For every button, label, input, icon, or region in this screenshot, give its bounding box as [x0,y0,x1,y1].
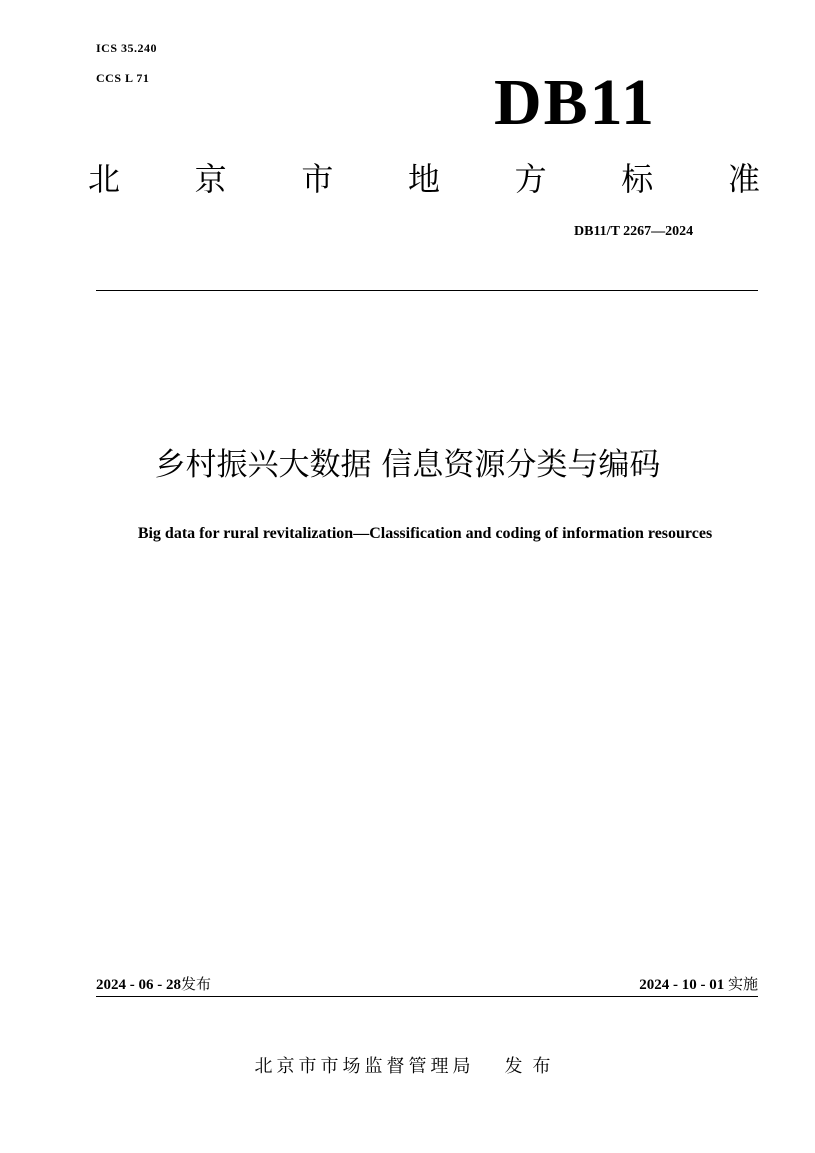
standard-type-heading [88,159,760,199]
title-chinese: 乡村振兴大数据 信息资源分类与编码 [154,447,661,483]
implementation-date-value: 2024 - 10 - 01 [639,977,725,993]
issuer-name: 北京市市场监督管理局 [254,1056,475,1077]
standard-number: DB11/T 2267—2024 [574,224,694,239]
standard-type-char: 地 [407,160,440,198]
standard-type-char: 标 [621,160,654,198]
issue-date [96,973,211,994]
standard-type-char: 京 [194,160,227,198]
standard-type-char: 准 [727,160,760,198]
implementation-date-label: 实施 [727,975,758,993]
standard-type-char: 方 [514,160,547,198]
footer-divider [96,996,758,997]
db11-logo: DB11 [494,66,657,139]
header-divider [96,290,758,291]
issue-date-label: 发布 [181,975,212,993]
ics-code: ICS 35.240 [96,41,158,55]
standard-type-char: 北 [88,160,121,198]
title-english: Big data for rural revitalization—Classification and coding of information resources [137,525,713,542]
implementation-date [596,973,758,994]
issuer-action: 发布 [504,1056,561,1077]
issue-date-value: 2024 - 06 - 28 [96,977,181,993]
ccs-code: CCS L 71 [96,71,150,85]
standard-type-char: 市 [301,160,334,198]
issuer-line [0,1054,815,1080]
